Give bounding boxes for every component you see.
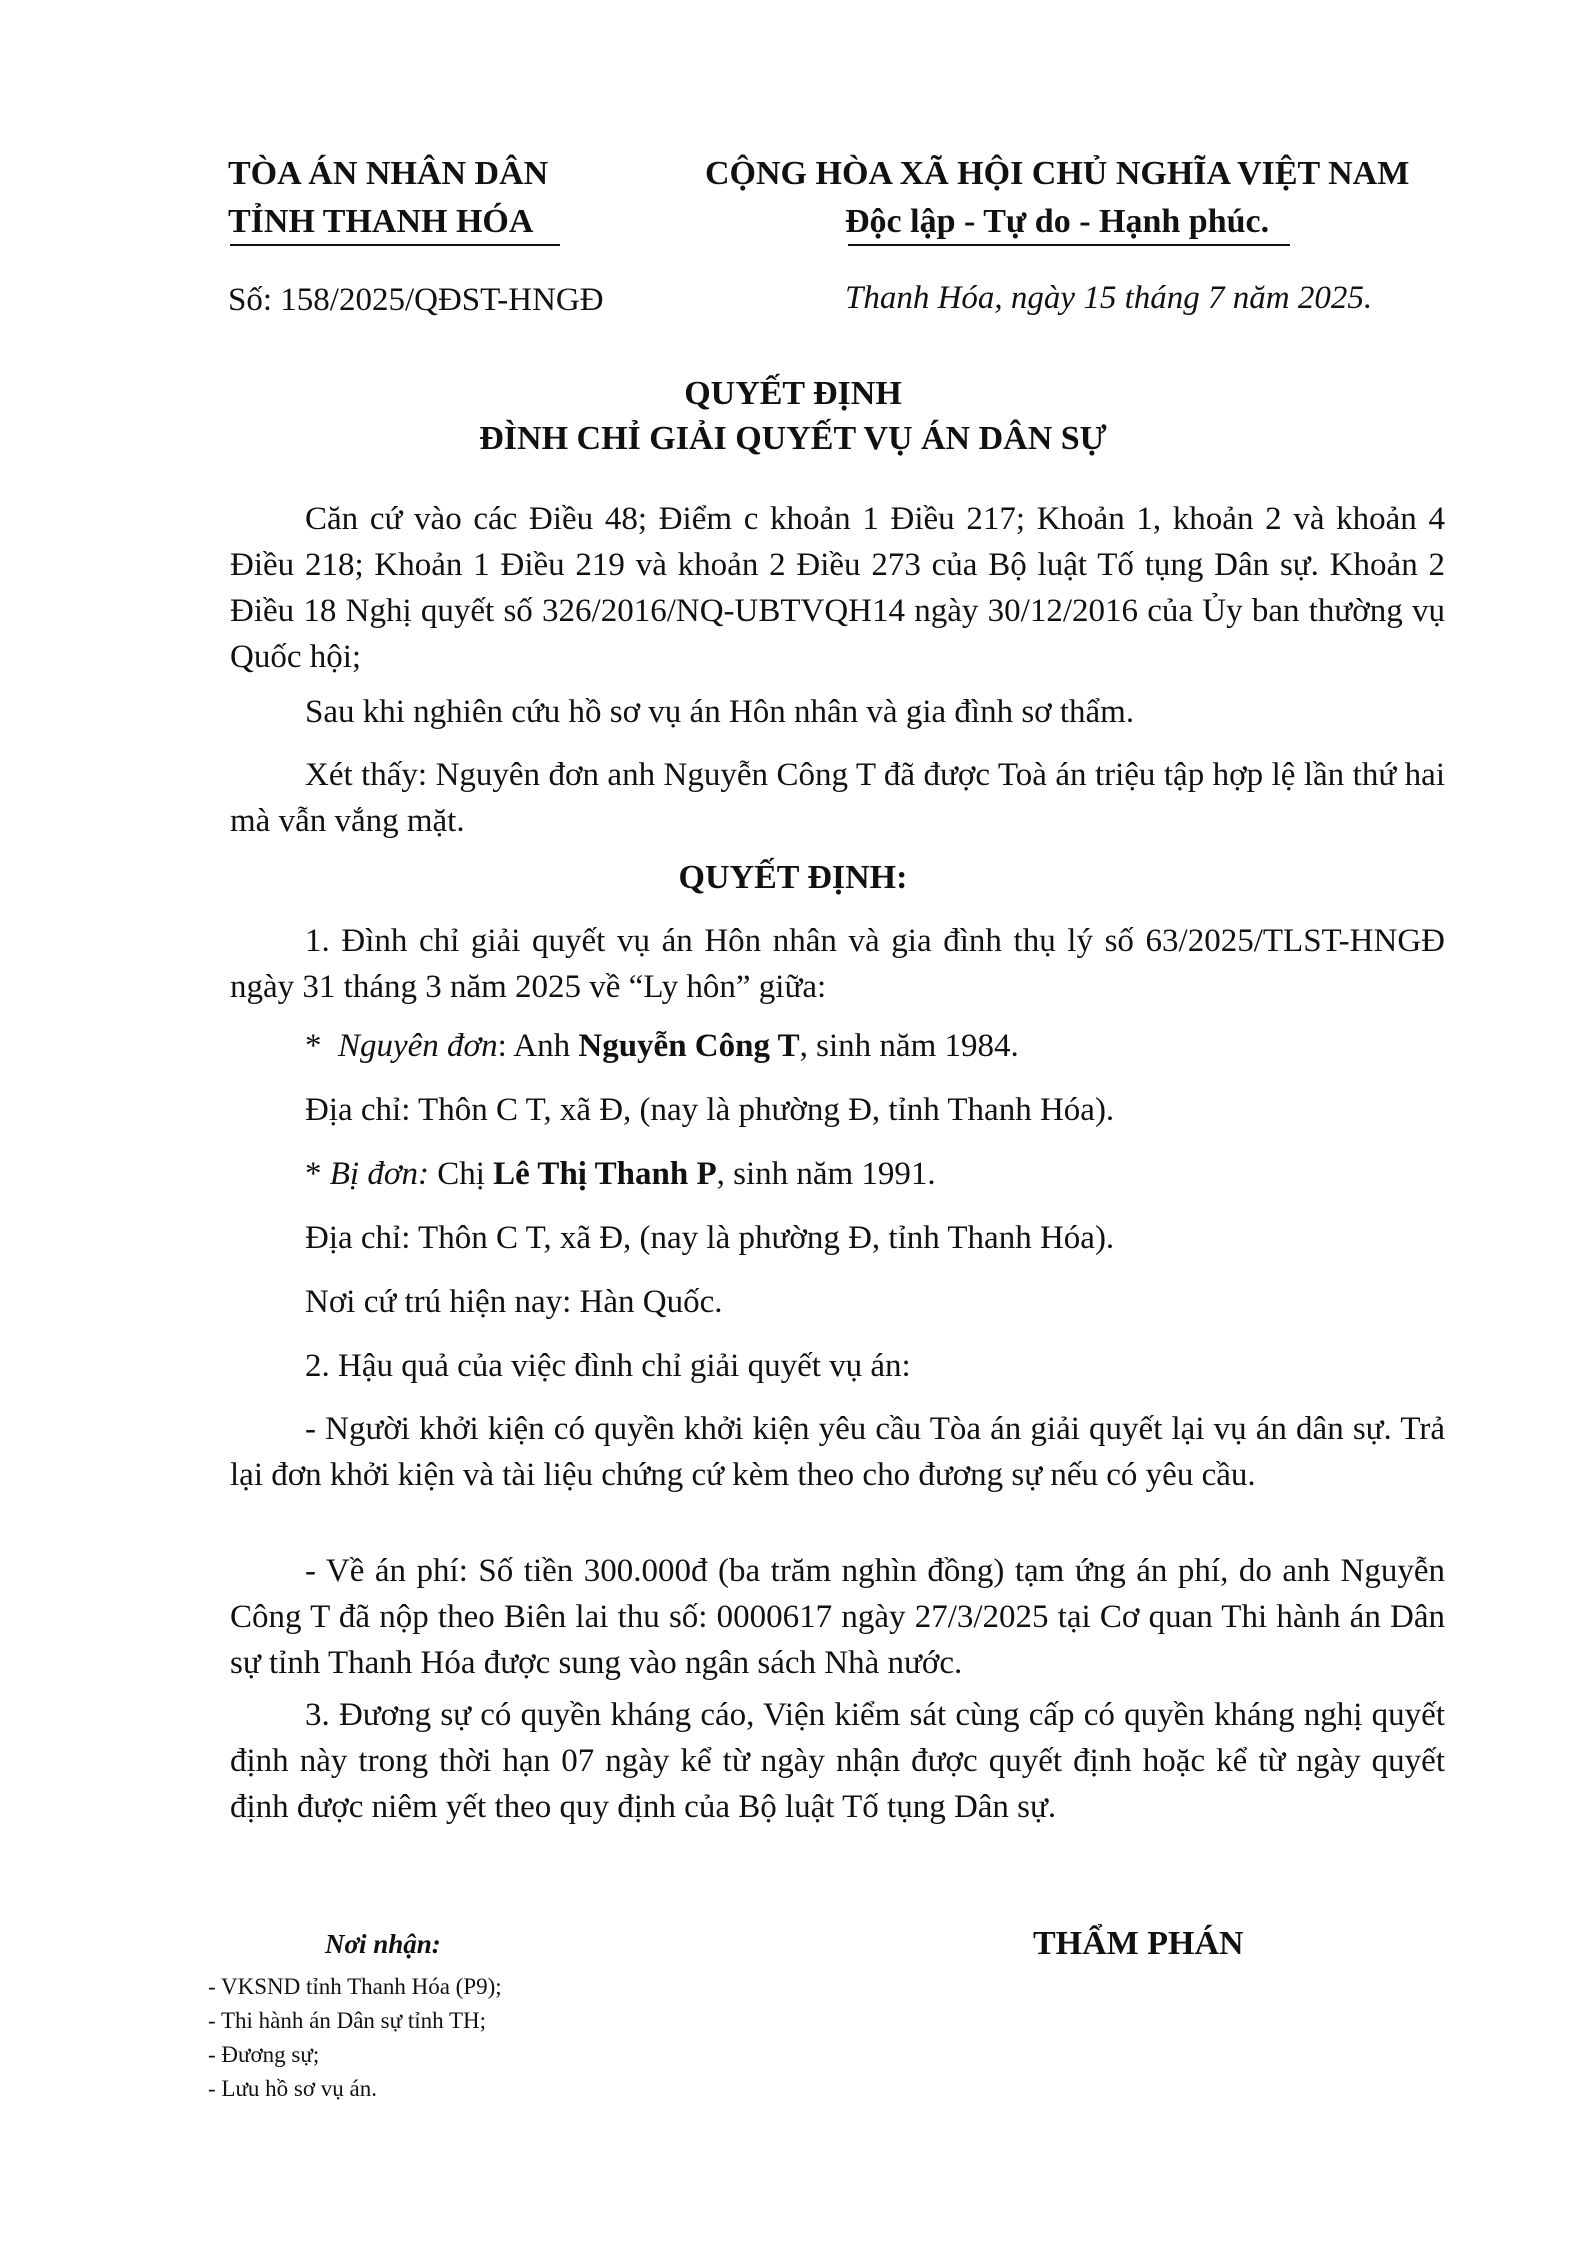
defendant-prefix: Chị xyxy=(428,1156,494,1192)
plaintiff-name: Nguyễn Công T xyxy=(578,1028,800,1064)
place-and-date: Thanh Hóa, ngày 15 tháng 7 năm 2025. xyxy=(845,280,1373,316)
document-title: QUYẾT ĐỊNH xyxy=(684,375,902,412)
decision-item-2a: - Người khởi kiện có quyền khởi kiện yêu cầu Tòa án giải quyết lại vụ án dân sự. Trả lại đơn khởi kiện và tài liệu chứng cứ kèm theo cho đương sự nếu có yêu cầu. xyxy=(230,1411,1445,1493)
national-motto: Độc lập - Tự do - Hạnh phúc. xyxy=(845,203,1270,240)
plaintiff-address: Địa chỉ: Thôn C T, xã Đ, (nay là phường Đ, tỉnh Thanh Hóa). xyxy=(305,1092,1115,1128)
defendant-label: Bị đơn: xyxy=(329,1156,429,1192)
defendant-star: * xyxy=(305,1156,322,1192)
recipient-3: - Đương sự; xyxy=(208,2042,320,2067)
defendant-suffix: , sinh năm 1991. xyxy=(716,1156,936,1192)
finding-paragraph: Xét thấy: Nguyên đơn anh Nguyễn Công T đã được Toà án triệu tập hợp lệ lần thứ hai mà vẫn vắng mặt. xyxy=(230,757,1445,839)
national-title: CỘNG HÒA XÃ HỘI CHỦ NGHĨA VIỆT NAM xyxy=(705,155,1410,192)
plaintiff-suffix: , sinh năm 1984. xyxy=(799,1028,1019,1064)
court-name-line1: TÒA ÁN NHÂN DÂN xyxy=(228,155,549,192)
plaintiff-prefix: : Anh xyxy=(497,1028,579,1064)
national-motto-underline xyxy=(848,244,1290,246)
defendant-name: Lê Thị Thanh P xyxy=(493,1156,717,1192)
plaintiff-line xyxy=(305,1022,1019,1070)
defendant-address: Địa chỉ: Thôn C T, xã Đ, (nay là phường Đ, tỉnh Thanh Hóa). xyxy=(305,1220,1115,1256)
decision-item-3: 3. Đương sự có quyền kháng cáo, Viện kiểm sát cùng cấp có quyền kháng nghị quyết định này trong thời hạn 07 ngày kể từ ngày nhận được quyết định hoặc kể từ ngày quyết định được niêm yết theo quy định của Bộ luật Tố tụng Dân sự. xyxy=(230,1697,1445,1825)
recipient-4: - Lưu hồ sơ vụ án. xyxy=(208,2076,377,2101)
plaintiff-label: Nguyên đơn xyxy=(338,1028,498,1064)
court-name-line2: TỈNH THANH HÓA xyxy=(228,203,534,240)
defendant-residence: Nơi cứ trú hiện nay: Hàn Quốc. xyxy=(305,1284,723,1320)
decision-item-2b: - Về án phí: Số tiền 300.000đ (ba trăm nghìn đồng) tạm ứng án phí, do anh Nguyễn Công T đã nộp theo Biên lai thu số: 0000617 ngày 27/3/2025 tại Cơ quan Thi hành án Dân sự tỉnh Thanh Hóa được sung vào ngân sách Nhà nước. xyxy=(230,1553,1445,1681)
decision-item-2: 2. Hậu quả của việc đình chỉ giải quyết vụ án: xyxy=(305,1348,911,1384)
defendant-line xyxy=(305,1150,936,1198)
document-number: Số: 158/2025/QĐST-HNGĐ xyxy=(228,282,604,318)
court-name-underline xyxy=(230,244,560,246)
review-paragraph: Sau khi nghiên cứu hồ sơ vụ án Hôn nhân và gia đình sơ thẩm. xyxy=(305,694,1135,730)
legal-basis-paragraph: Căn cứ vào các Điều 48; Điểm c khoản 1 Điều 217; Khoản 1, khoản 2 và khoản 4 Điều 218; Khoản 1 Điều 219 và khoản 2 Điều 273 của Bộ luật Tố tụng Dân sự. Khoản 2 Điều 18 Nghị quyết số 326/2016/NQ-UBTVQH14 ngày 30/12/2016 của Ủy ban thường vụ Quốc hội; xyxy=(230,501,1445,675)
recipient-1: - VKSND tỉnh Thanh Hóa (P9); xyxy=(208,1974,502,1999)
plaintiff-star: * xyxy=(305,1028,322,1064)
document-subtitle: ĐÌNH CHỈ GIẢI QUYẾT VỤ ÁN DÂN SỰ xyxy=(479,420,1107,457)
decision-heading: QUYẾT ĐỊNH: xyxy=(678,859,908,896)
recipient-2: - Thi hành án Dân sự tỉnh TH; xyxy=(208,2008,486,2033)
decision-item-1: 1. Đình chỉ giải quyết vụ án Hôn nhân và gia đình thụ lý số 63/2025/TLST-HNGĐ ngày 31 tháng 3 năm 2025 về “Ly hôn” giữa: xyxy=(230,923,1445,1005)
signer-title: THẨM PHÁN xyxy=(1033,1925,1244,1962)
recipients-title: Nơi nhận: xyxy=(325,1929,441,1959)
